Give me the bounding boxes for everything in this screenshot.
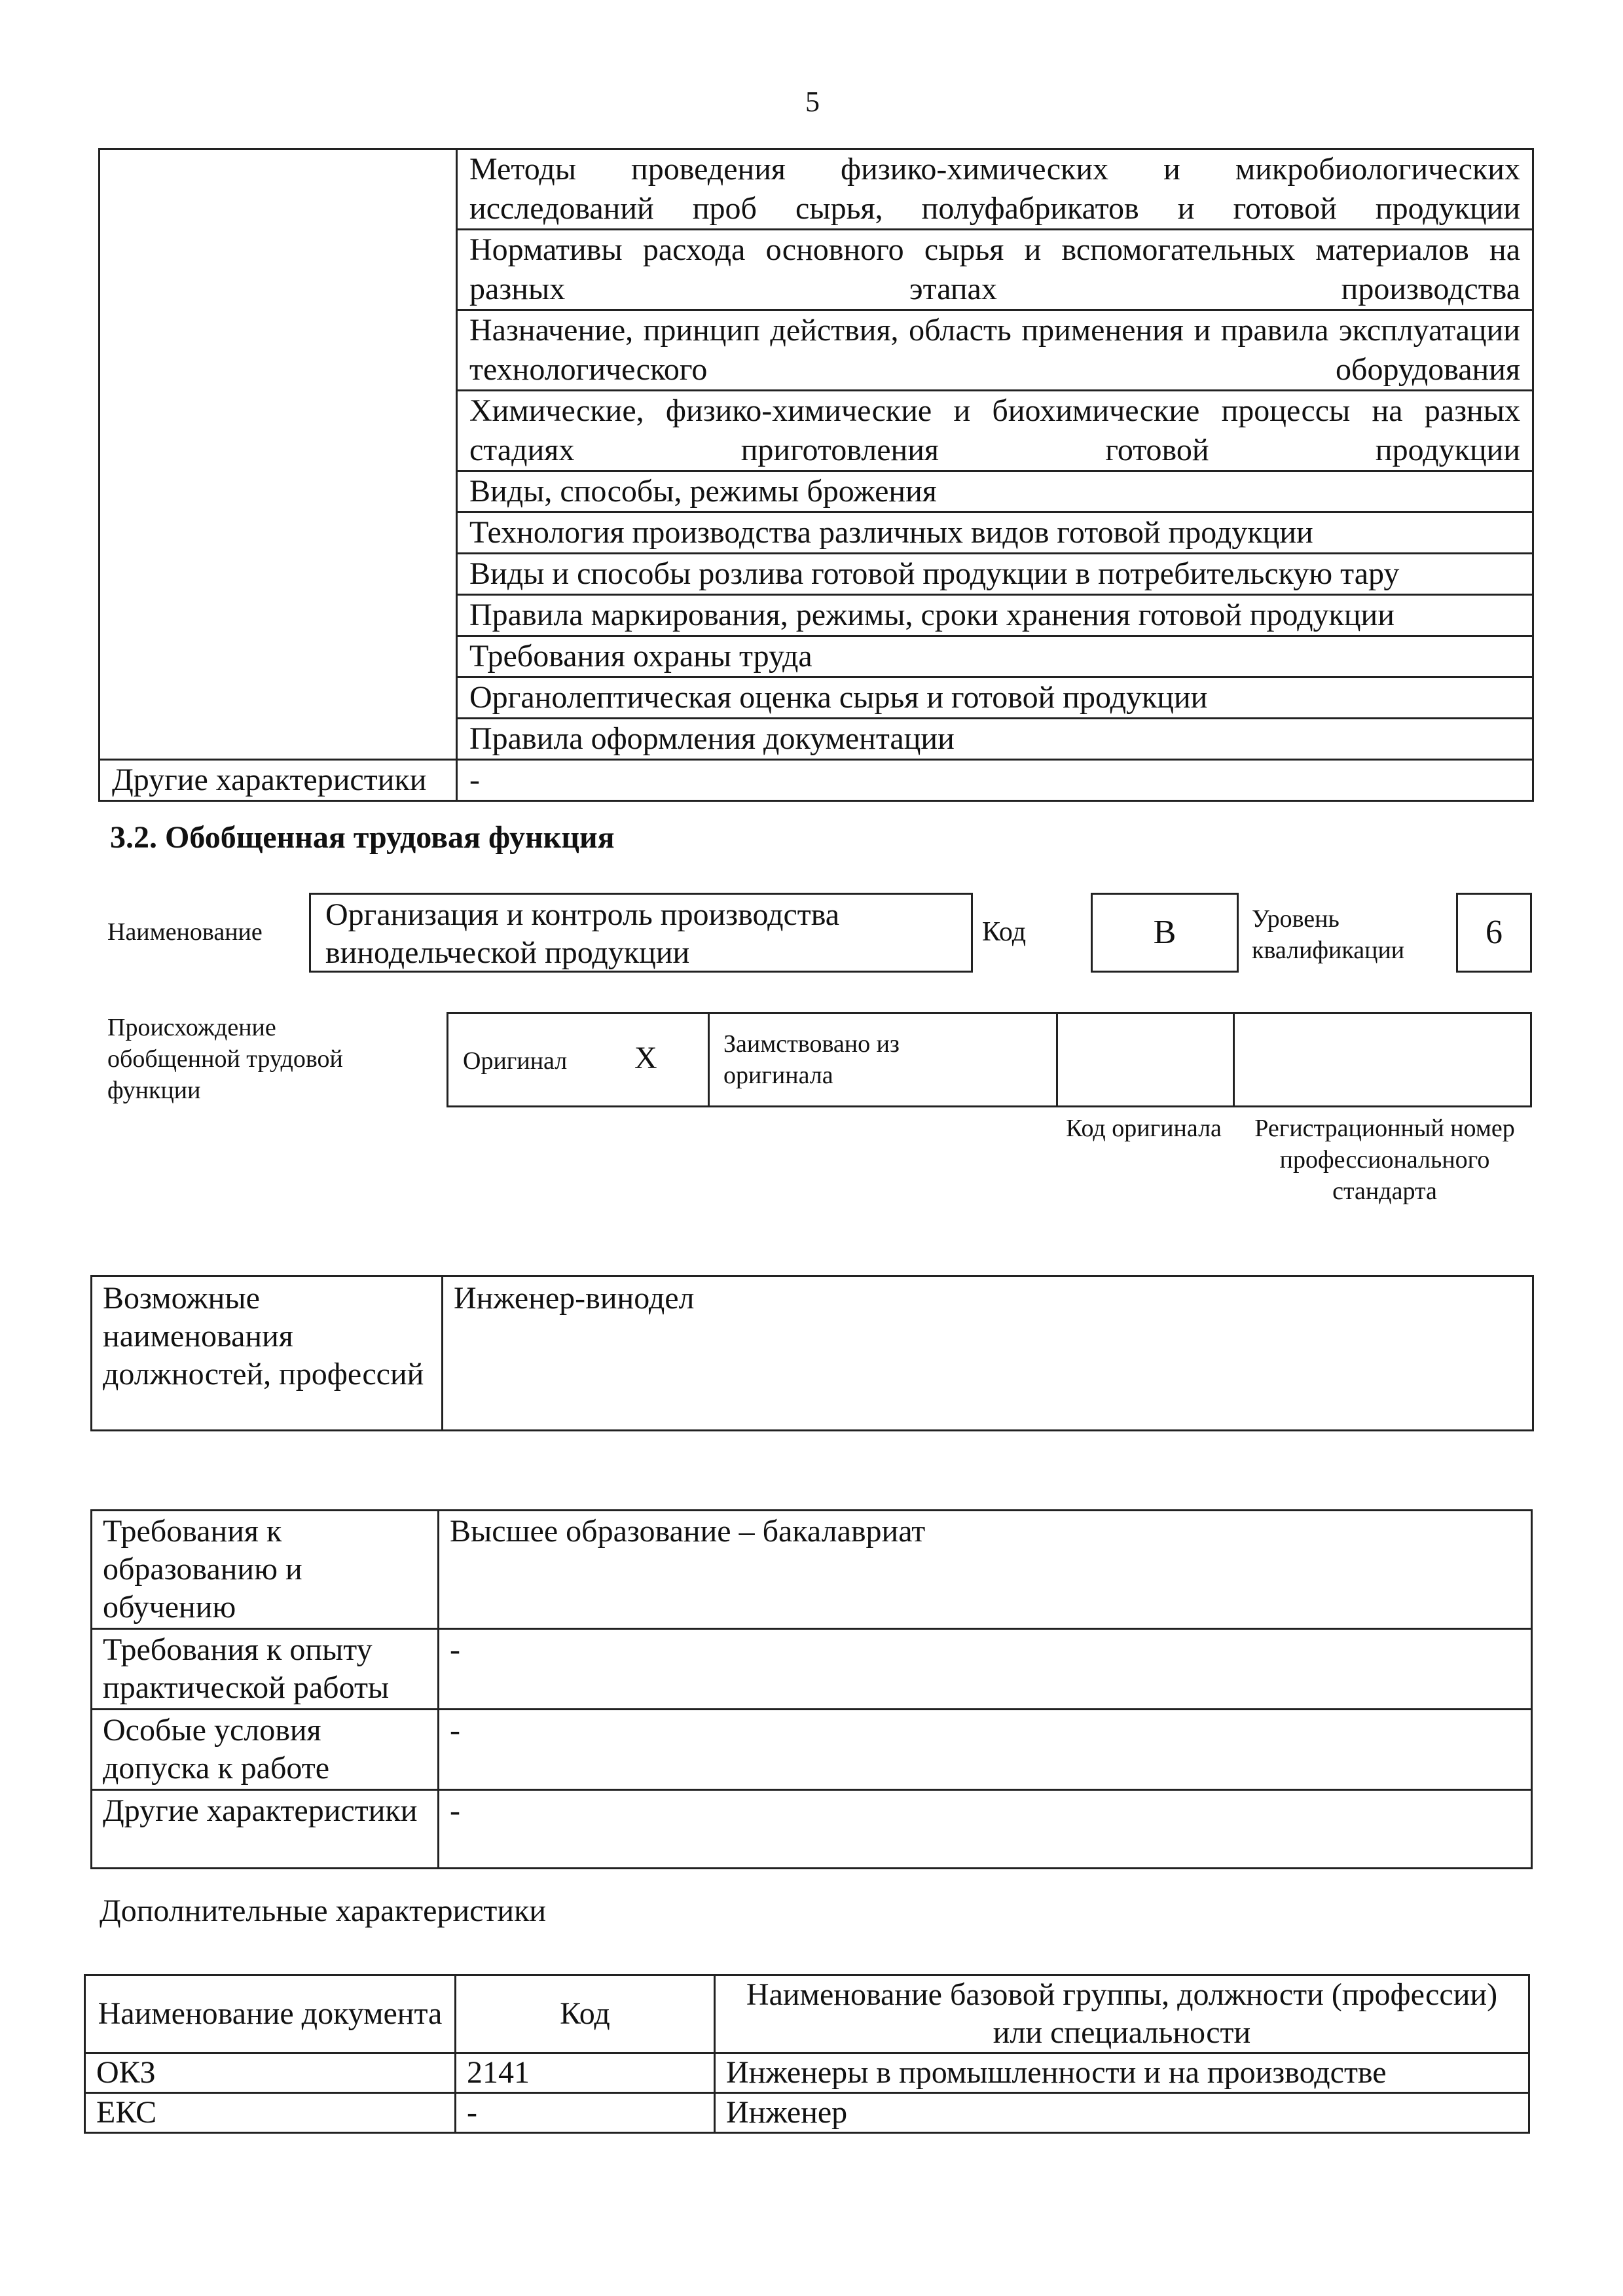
original-mark: X (634, 1041, 657, 1075)
origin-box (447, 1012, 1532, 1107)
level-label: Уровень квалификации (1252, 905, 1405, 964)
requirement-label: Требования к образованию и обучению (92, 1511, 439, 1629)
knowledge-item: Виды и способы розлива готовой продукции в потребительскую тару (457, 554, 1533, 595)
code-cell: - (456, 2093, 715, 2133)
knowledge-item: Требования охраны труда (457, 636, 1533, 677)
requirements-table (90, 1509, 1533, 1869)
positions-table (90, 1275, 1534, 1431)
doc-cell: ЕКС (85, 2093, 456, 2133)
table-row (92, 1629, 1532, 1710)
code-value: B (1153, 914, 1176, 951)
other-characteristics-value: - (457, 760, 1533, 801)
code-value-box (1091, 893, 1239, 973)
additional-title: Дополнительные характеристики (100, 1893, 547, 1928)
group-cell: Инженер (715, 2093, 1529, 2133)
code-cell: 2141 (456, 2053, 715, 2093)
table-row (85, 2093, 1529, 2133)
code-label: Код (982, 917, 1027, 947)
name-value-box (309, 893, 973, 973)
requirement-label: Требования к опыту практической работы (92, 1629, 439, 1710)
empty-label-cell (100, 149, 457, 760)
table-row (92, 1790, 1532, 1869)
knowledge-item: Правила оформления документации (457, 719, 1533, 760)
knowledge-item: Органолептическая оценка сырья и готовой продукции (457, 677, 1533, 719)
table-row (100, 760, 1533, 801)
borrowed-label: Заимствовано из оригинала (723, 1030, 900, 1089)
table-row (92, 1276, 1533, 1431)
requirement-value: - (439, 1710, 1532, 1790)
group-cell: Инженеры в промышленности и на производстве (715, 2053, 1529, 2093)
knowledge-item: Технология производства различных видов готовой продукции (457, 512, 1533, 554)
other-characteristics-label: Другие характеристики (100, 760, 457, 801)
knowledge-item: Нормативы расхода основного сырья и вспомогательных материалов на разных этапах производства (457, 230, 1533, 310)
knowledge-table (98, 148, 1534, 802)
header-document: Наименование документа (85, 1975, 456, 2053)
requirement-label: Другие характеристики (92, 1790, 439, 1869)
knowledge-item: Назначение, принцип действия, область применения и правила эксплуатации технологического оборудования (457, 310, 1533, 391)
origin-divider-2 (1056, 1014, 1058, 1105)
level-value: 6 (1486, 914, 1503, 951)
positions-label: Возможные наименования должностей, профессий (92, 1276, 443, 1431)
doc-cell: ОКЗ (85, 2053, 456, 2093)
table-header-row (85, 1975, 1529, 2053)
origin-divider-3 (1233, 1014, 1235, 1105)
table-row (85, 2053, 1529, 2093)
origin-divider-1 (708, 1014, 710, 1105)
page-number: 5 (805, 86, 820, 118)
table-row (100, 149, 1533, 230)
positions-value: Инженер-винодел (443, 1276, 1533, 1431)
level-value-box (1456, 893, 1532, 973)
knowledge-item: Правила маркирования, режимы, сроки хранения готовой продукции (457, 595, 1533, 636)
header-code: Код (456, 1975, 715, 2053)
table-row (92, 1511, 1532, 1629)
additional-table (84, 1974, 1530, 2134)
knowledge-item: Виды, способы, режимы брожения (457, 471, 1533, 512)
header-group: Наименование базовой группы, должности (профессии) или специальности (715, 1975, 1529, 2053)
origin-label: Происхождение обобщенной трудовой функции (107, 1014, 343, 1104)
original-label: Оригинал (463, 1047, 568, 1075)
requirement-label: Особые условия допуска к работе (92, 1710, 439, 1790)
requirement-value: Высшее образование – бакалавриат (439, 1511, 1532, 1629)
code-original-label: Код оригинала (1066, 1115, 1222, 1142)
name-value: Организация и контроль производства винодельческой продукции (325, 897, 840, 970)
requirement-value: - (439, 1790, 1532, 1869)
name-label: Наименование (107, 918, 263, 946)
requirement-value: - (439, 1629, 1532, 1710)
reg-number-label: Регистрационный номер профессионального стандарта (1254, 1115, 1515, 1205)
section-title: 3.2. Обобщенная трудовая функция (110, 820, 615, 855)
knowledge-item: Химические, физико-химические и биохимические процессы на разных стадиях приготовления готовой продукции (457, 391, 1533, 471)
table-row (92, 1710, 1532, 1790)
knowledge-item: Методы проведения физико-химических и микробиологических исследований проб сырья, полуфабрикатов и готовой продукции (457, 149, 1533, 230)
